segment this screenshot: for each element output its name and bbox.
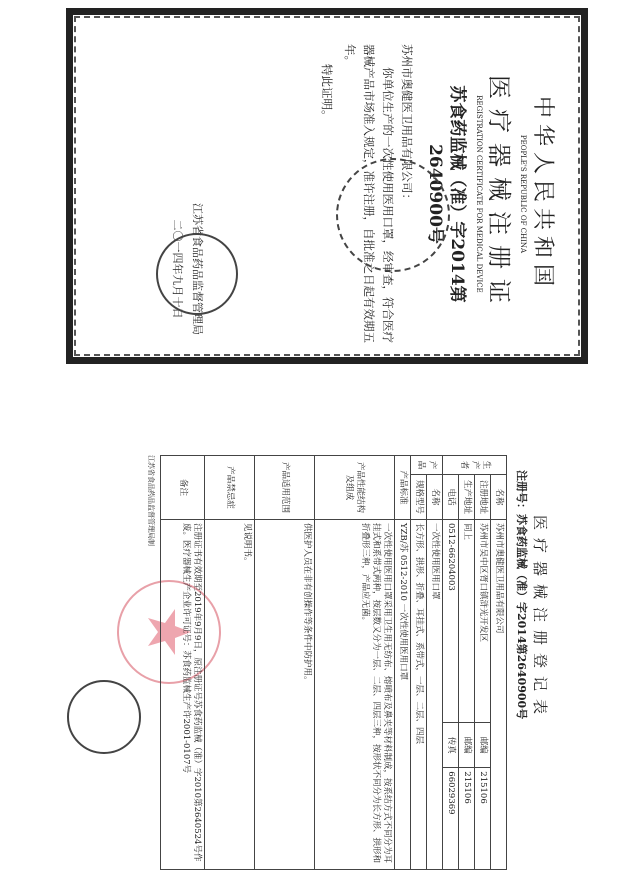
cell-value: 215106 — [459, 768, 475, 870]
form-title: 医疗器械注册登记表 — [531, 515, 549, 723]
cell-value: 同上 — [459, 520, 475, 723]
producer-group: 生产者 — [443, 456, 507, 475]
cell-label: 产品标准 — [395, 456, 411, 520]
table-row — [161, 456, 205, 870]
cell-label: 产品适用范围 — [255, 456, 315, 520]
cell-label: 产品禁忌症 — [205, 456, 255, 520]
country-heading-en: PEOPLE'S REPUBLIC OF CHINA — [519, 134, 527, 254]
table-row — [443, 456, 459, 870]
certificate-number: 苏食药监械（准）字2014第2640900号 — [425, 85, 467, 303]
company-name: 苏州市奥健医卫用品有限公司： — [400, 44, 414, 205]
cell-value: 长方形、拱形、折叠、耳挂式、系带式，一层、二层、四层 — [411, 520, 427, 870]
cell-value: 苏州市吴中区胥口镇浒光开发区 — [475, 520, 491, 723]
black-seal — [67, 680, 141, 754]
cell-label: 名称 — [427, 475, 443, 520]
official-stamp — [156, 233, 238, 315]
table-row — [411, 456, 427, 870]
country-heading: 中华人民共和国 — [530, 95, 555, 292]
table-row — [475, 456, 491, 870]
table-row — [395, 456, 411, 870]
certificate-title-en: REGISTRATION CERTIFICATE FOR MEDICAL DEVICE — [475, 95, 483, 293]
cell-label: 规格型号 — [411, 475, 427, 520]
cell-value: 供医护人员在非有创操作等条件中防护用。 — [255, 520, 315, 870]
certificate-title: 医疗器械注册证 — [485, 75, 513, 313]
cell-value: 注册证书有效期至2019年9月9日，原注册证号苏食药监械（准）字2010第2640524号作废。医疗器械生产企业许可证号：苏食药监械生产许2001-0107号 — [161, 520, 205, 870]
cell-label: 备注 — [161, 456, 205, 520]
table-row — [427, 456, 443, 870]
table-row — [315, 456, 395, 870]
table-row — [255, 456, 315, 870]
cell-value: 一次性使用医用口罩采用卫生用无纺布、熔喷布及鼻夹等材料制成，按系结方式不同分为耳挂式和系带式两种，按层数又分为一层、二层、四层三种，按形状不同分为长方形、拱形和折叠形三种，产品应无菌。 — [315, 520, 395, 870]
company-stamp — [336, 158, 450, 272]
registration-certificate — [68, 8, 590, 364]
cell-label: 名称 — [491, 475, 507, 520]
cell-value: 66029369 — [443, 768, 459, 870]
cell-value: 一次性使用医用口罩 — [427, 520, 443, 870]
cell-label: 产品性能结构及组成 — [315, 456, 395, 520]
issue-date: 二〇一四年九月十日 — [171, 219, 184, 319]
cell-label: 生产地址 — [459, 475, 475, 520]
issuer: 江苏省食品药品监督管理局 — [191, 203, 204, 335]
cell-label: 传真 — [443, 723, 459, 768]
cell-label: 邮编 — [475, 723, 491, 768]
cell-value: 见说明书。 — [205, 520, 255, 870]
cell-value: YZB/苏 0512-2010 一次性使用医用口罩 — [395, 520, 411, 870]
certificate-text: 你单位生产的一次性使用医用口罩，经审查，符合医疗器械产品市场准入规定，准许注册，自批准之日起有效期五年。 — [343, 44, 395, 343]
registration-number: 注册号：苏食药监械（准）字2014第2640900号 — [515, 470, 528, 720]
cell-value: 215106 — [475, 768, 491, 870]
registration-form — [71, 420, 561, 876]
cell-value: 苏州市奥健医卫用品有限公司 — [491, 520, 507, 870]
cell-value: 0512-66204003 — [443, 520, 459, 723]
table-row — [205, 456, 255, 870]
cell-label: 电话 — [443, 475, 459, 520]
product-group: 产品 — [411, 456, 443, 475]
proof-text: 特此证明。 — [320, 64, 334, 122]
cell-label: 注册地址 — [475, 475, 491, 520]
table-row — [459, 456, 475, 870]
table-row — [491, 456, 507, 870]
form-footer: 江苏省食品药品监督管理局制 — [147, 455, 155, 546]
registration-table — [160, 455, 507, 870]
cell-label: 邮编 — [459, 723, 475, 768]
